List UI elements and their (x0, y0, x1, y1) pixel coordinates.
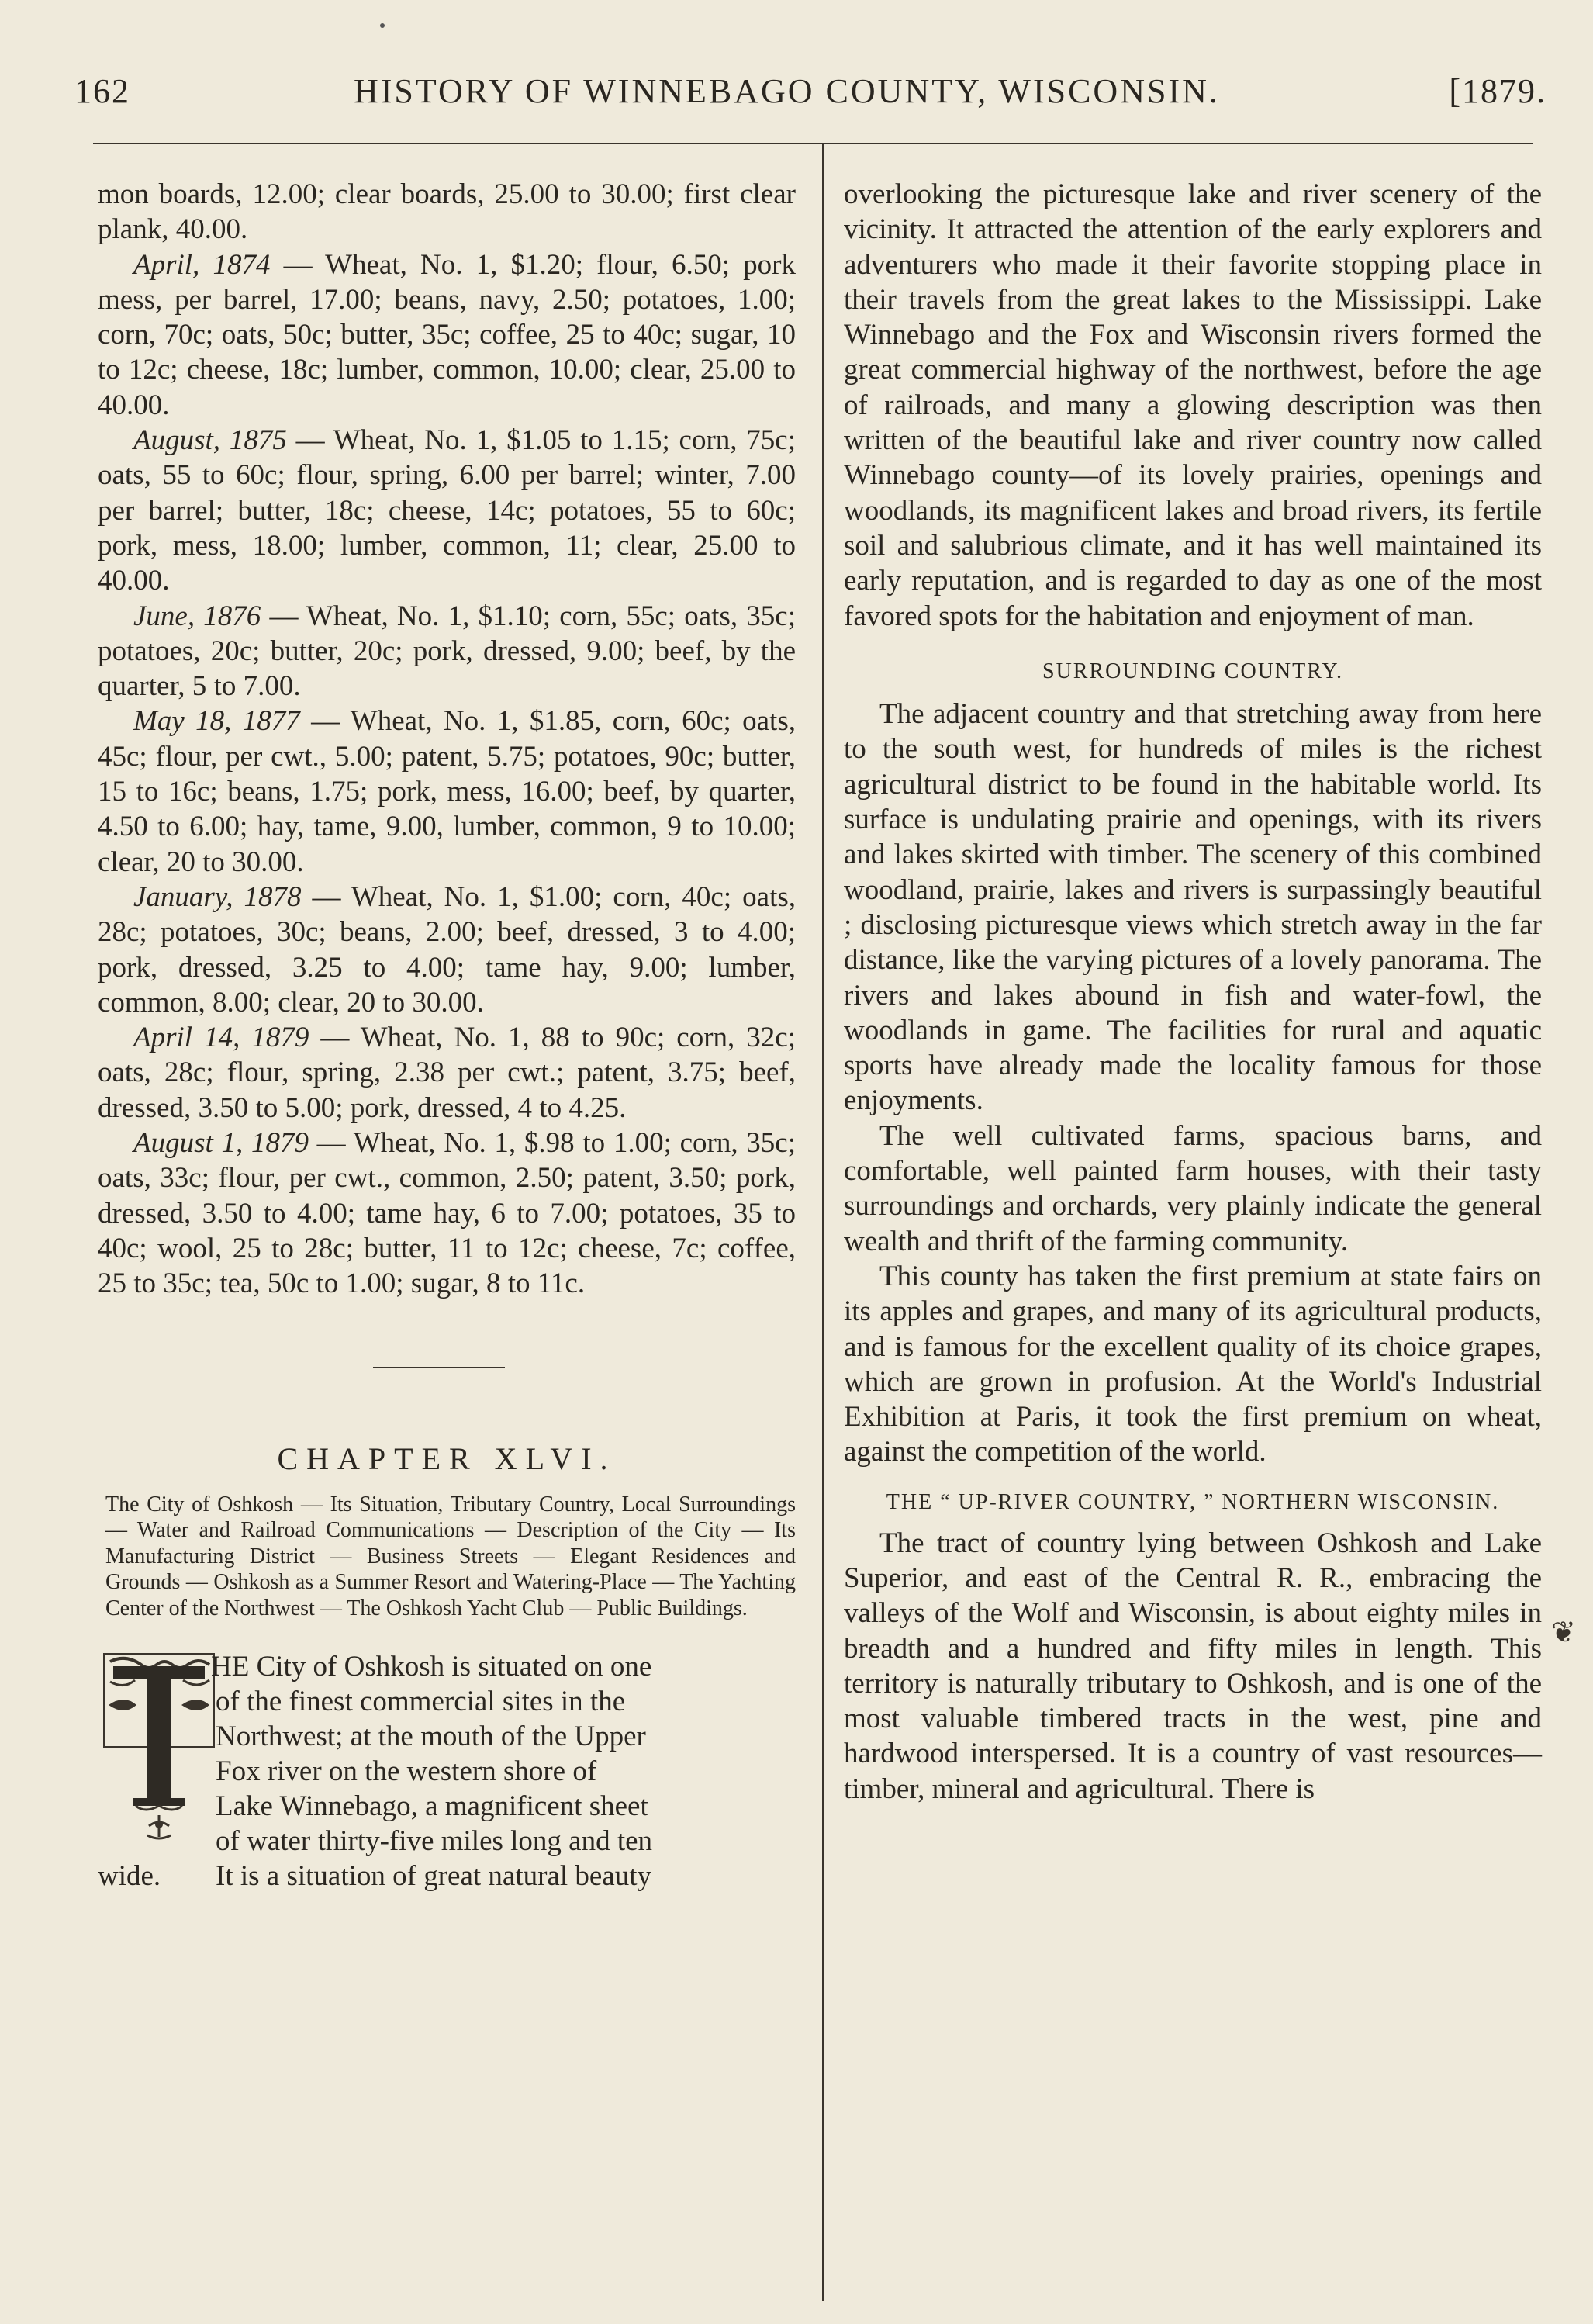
header-year: [1879. (1449, 72, 1546, 110)
market-prices: — Wheat, No. 1, $1.05 to 1.15; corn, 75c; oats, 55 to 60c; flour, spring, 6.00 per barrel; winter, 7.00 per barrel; butter, 18c; cheese, 14c; potatoes, 55 to 60c; pork, mess, 18.00; lumber, common, 11; clear, 25.00 to 40.00. (98, 424, 796, 597)
page-header (74, 71, 1546, 118)
market-prices: — Wheat, No. 1, $.98 to 1.00; corn, 35c; oats, 33c; flour, per cwt., common, 2.50; patent, 3.50; pork, dressed, 3.50 to 4.00; tame hay, 6 to 7.00; potatoes, 35 to 40c; wool, 25 to 28c; butter, 11 to 12c; cheese, 7c; coffee, 25 to 35c; tea, 50c to 1.00; sugar, 8 to 11c. (98, 1127, 796, 1300)
margin-fleuron-icon: ❦ (1551, 1617, 1576, 1649)
body-paragraph: The well cultivated farms, spacious barns, and comfortable, well painted farm houses, with their tasty surroundings and orchards, very plainly indicate the general wealth and thrift of the farming community. (844, 1119, 1542, 1257)
opening-line: of water thirty-five miles long and ten (216, 1825, 653, 1858)
section-rule (373, 1367, 505, 1368)
market-date: January, 1878 (133, 880, 302, 913)
opening-line: Northwest; at the mouth of the Upper (216, 1721, 646, 1753)
market-paragraph (98, 1126, 796, 1301)
left-column (98, 177, 796, 1893)
page-number: 162 (74, 72, 130, 110)
chapter-synopsis: The City of Oshkosh — Its Situation, Tributary Country, Local Surroundings — Water and Railroad Communications — Description of the City — Its Manufacturing District — Business Streets — Elegant Residences and Grounds — Oshkosh as a Summer Resort and Watering-Place — The Yachting Center of the Northwest — The Oshkosh Yacht Club — Public Buildings. (105, 1492, 796, 1620)
market-date: June, 1876 (133, 600, 261, 632)
opening-line: of the finest commercial sites in the (216, 1686, 626, 1718)
market-paragraph (98, 177, 796, 247)
market-date: August, 1875 (133, 424, 287, 457)
ink-speck (380, 23, 385, 28)
ornamental-drop-cap-t (102, 1651, 216, 1842)
running-title: HISTORY OF WINNEBAGO COUNTY, WISCONSIN. (354, 72, 1220, 110)
market-date: August 1, 1879 (133, 1127, 309, 1160)
opening-line: wide. (98, 1860, 161, 1893)
market-paragraph (98, 423, 796, 598)
market-date: April, 1874 (133, 248, 271, 281)
market-prices: — Wheat, No. 1, $1.00; corn, 40c; oats, 28c; potatoes, 30c; beans, 2.00; beef, dressed, 3 to 4.00; pork, dressed, 3.25 to 4.00; tame hay, 9.00; lumber, common, 8.00; clear, 20 to 30.00. (98, 880, 796, 1018)
market-prices: — Wheat, No. 1, $1.85, corn, 60c; oats, 45c; flour, per cwt., 5.00; patent, 5.75; potatoes, 90c; butter, 15 to 16c; beans, 1.75; pork, mess, 16.00; beef, by quarter, 4.50 to 6.00; hay, tame, 9.00, lumber, common, 9 to 10.00; clear, 20 to 30.00. (98, 705, 796, 878)
header-rule (93, 143, 1533, 144)
market-date: April 14, 1879 (133, 1022, 309, 1054)
body-paragraph: The adjacent country and that stretching away from here to the south west, for hundreds of miles is the richest agricultural district to be found in the habitable world. Its surface is undulating prairie and openings, with its rivers and lakes skirted with timber. The scenery of this combined woodland, prairie, lakes and rivers is surpassingly beautiful ; disclosing picturesque views which stretch away in the far distance, like the varying pictures of a lovely panorama. The rivers and lakes abound in fish and water-fowl, the woodlands in game. The facilities for rural and aquatic sports have already made the locality famous for those enjoyments. (844, 698, 1542, 1117)
market-paragraph (98, 247, 796, 423)
market-prices: — Wheat, No. 1, $1.20; flour, 6.50; pork mess, per barrel, 17.00; beans, navy, 2.50; potatoes, 1.00; corn, 70c; oats, 50c; butter, 35c; coffee, 25 to 40c; sugar, 10 to 12c; cheese, 18c; lumber, common, 10.00; clear, 25.00 to 40.00. (98, 248, 796, 421)
right-column (844, 177, 1542, 1807)
body-paragraph: This county has taken the first premium at state fairs on its apples and grapes, and many of its agricultural products, and is famous for the excellent quality of its choice grapes, which are grown in profusion. At the World's Industrial Exhibition at Paris, it took the first premium on wheat, against the competition of the world. (844, 1260, 1542, 1468)
opening-line: Lake Winnebago, a magnificent sheet (216, 1790, 648, 1823)
column-divider (822, 144, 824, 2301)
market-date: May 18, 1877 (133, 705, 300, 738)
body-paragraph: The tract of country lying between Oshkosh and Lake Superior, and east of the Central R. R., embracing the valleys of the Wolf and Wisconsin, is about eighty miles in breadth and a hundred and fifty miles in length. This territory is naturally tributary to Oshkosh, and is one of the most valuable timbered tracts in the west, pine and hardwood interspersed. It is a country of vast resources—timber, mineral and agricultural. There is (844, 1527, 1542, 1805)
market-paragraph (98, 880, 796, 1020)
section-heading: THE “ UP-RIVER COUNTRY, ” NORTHERN WISCONSIN. (886, 1489, 1500, 1514)
chapter-title: CHAPTER XLVI. (277, 1440, 617, 1476)
opening-line: It is a situation of great natural beauty (216, 1860, 652, 1893)
market-prices: — Wheat, No. 1, $1.10; corn, 55c; oats, 35c; potatoes, 20c; butter, 20c; pork, dressed, 9.00; beef, by the quarter, 5 to 7.00. (98, 600, 796, 703)
intro-paragraph: overlooking the picturesque lake and river scenery of the vicinity. It attracted the attention of the early explorers and adventurers who made it their favorite stopping place in their travels from the great lakes to the Mississippi. Lake Winnebago and the Fox and Wisconsin rivers formed the great commercial highway of the northwest, before the age of railroads, and many a glowing description was then written of the beautiful lake and river country now called Winnebago county—of its lovely prairies, openings and woodlands, its magnificent lakes and broad rivers, its fertile soil and salubrious climate, and it has well maintained its early reputation, and is regarded to day as one of the most favored spots for the habitation and enjoyment of man. (844, 178, 1542, 632)
market-paragraph (98, 1020, 796, 1126)
opening-line: HE City of Oshkosh is situated on one (211, 1651, 652, 1683)
market-paragraph (98, 704, 796, 879)
opening-line: Fox river on the western shore of (216, 1755, 597, 1788)
section-heading: SURROUNDING COUNTRY. (1042, 659, 1343, 683)
market-prices: — Wheat, No. 1, 88 to 90c; corn, 32c; oats, 28c; flour, spring, 2.38 per cwt.; patent, 3.75; beef, dressed, 3.50 to 5.00; pork, dressed, 4 to 4.25. (98, 1022, 796, 1124)
market-prices: mon boards, 12.00; clear boards, 25.00 to 30.00; first clear plank, 40.00. (98, 178, 796, 246)
chapter-opening (98, 1643, 796, 1893)
market-paragraph (98, 599, 796, 704)
